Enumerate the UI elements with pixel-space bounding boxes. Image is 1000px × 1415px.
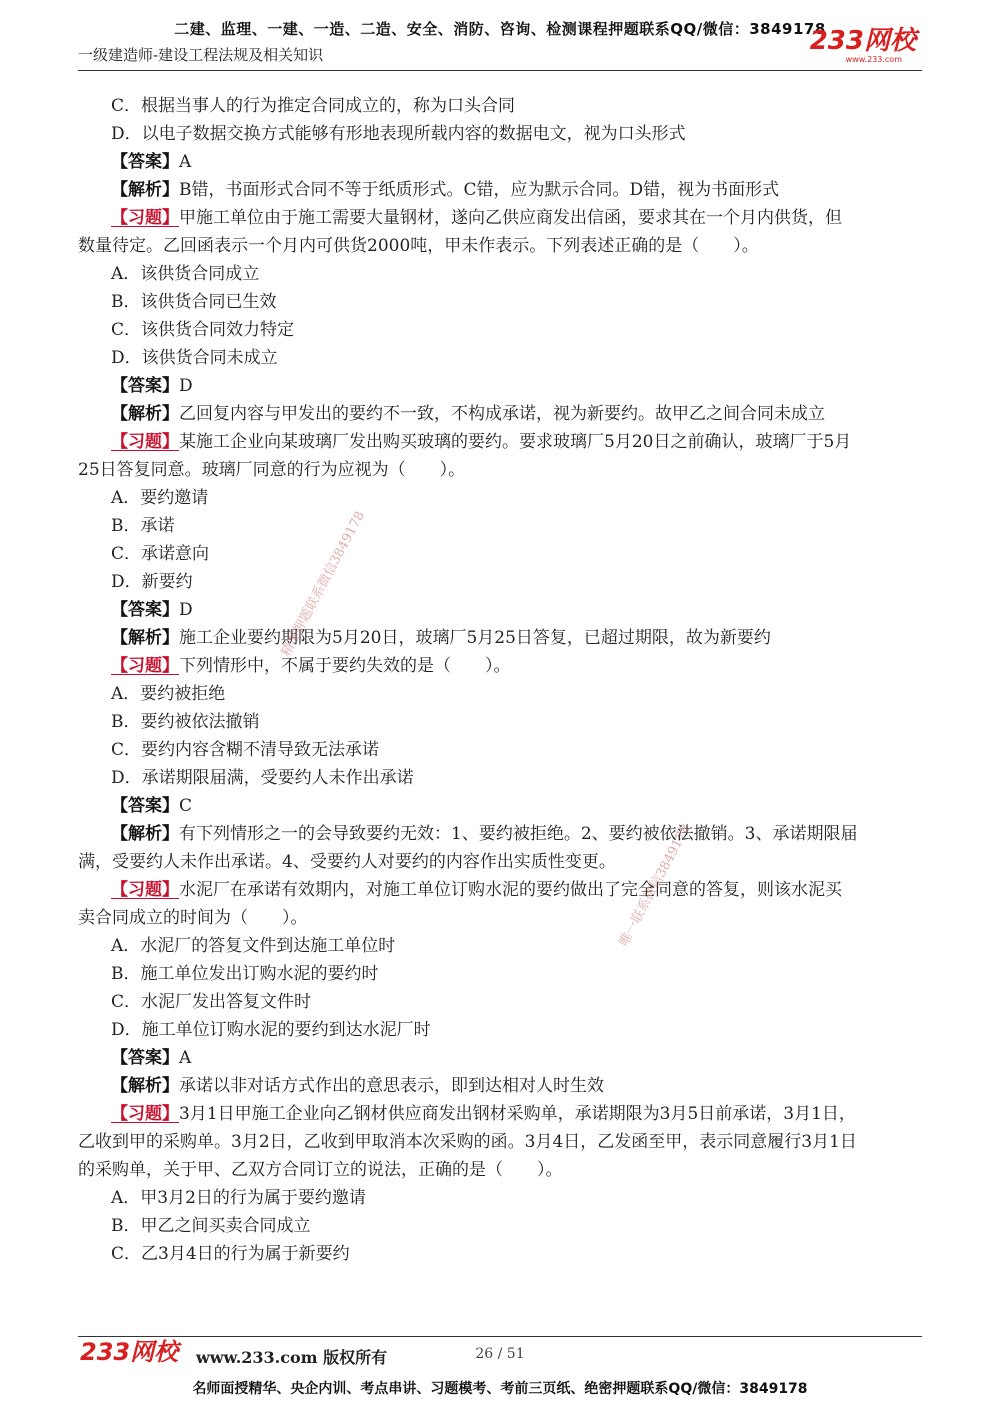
line-text: D．施工单位订购水泥的要约到达水泥厂时 [111, 1020, 431, 1040]
line-text: 25日答复同意。玻璃厂同意的行为应视为（ ）。 [78, 460, 466, 480]
line-text: 水泥厂在承诺有效期内，对施工单位订购水泥的要约做出了完全同意的答复，则该水泥买 [179, 880, 842, 900]
line-text: 满，受要约人未作出承诺。4、受要约人对要约的内容作出实质性变更。 [78, 852, 616, 872]
text-line [78, 540, 922, 568]
line-text: 乙回复内容与甲发出的要约不一致，不构成承诺，视为新要约。故甲乙之间合同未成立 [179, 404, 825, 424]
line-text: C．该供货合同效力特定 [111, 320, 295, 340]
answer-tag: 【解析】 [111, 404, 179, 424]
text-line [78, 652, 922, 680]
question-tag: 【习题】 [111, 656, 179, 676]
line-text: C．水泥厂发出答复文件时 [111, 992, 312, 1012]
line-text: D [179, 600, 193, 620]
footer-copyright: www.233.com 版权所有 [196, 1348, 388, 1367]
text-line [78, 344, 922, 372]
text-line [78, 372, 922, 400]
brand-logo: 233网校 [809, 26, 916, 56]
document-subtitle: 一级建造师-建设工程法规及相关知识 [78, 46, 324, 64]
answer-tag: 【答案】 [111, 152, 179, 172]
line-text: D．承诺期限届满，受要约人未作出承诺 [111, 768, 414, 788]
footer-logo: 233网校 [80, 1338, 179, 1366]
line-text: A [179, 1048, 192, 1068]
page-number: 26 / 51 [475, 1346, 525, 1362]
watermark: 精准押题联系微信3849178 [278, 509, 369, 659]
text-line [78, 92, 922, 120]
text-line [78, 1072, 922, 1100]
line-text: B．承诺 [111, 516, 175, 536]
text-line [78, 568, 922, 596]
line-text: 有下列情形之一的会导致要约无效：1、要约被拒绝。2、要约被依法撤销。3、承诺期限届 [179, 824, 858, 844]
text-line [78, 1128, 922, 1156]
text-line [78, 904, 922, 932]
text-line [78, 484, 922, 512]
text-line [78, 512, 922, 540]
text-line [78, 792, 922, 820]
answer-tag: 【解析】 [111, 1076, 179, 1096]
line-text: D．新要约 [111, 572, 193, 592]
question-tag: 【习题】 [111, 208, 179, 228]
line-text: C．要约内容含糊不清导致无法承诺 [111, 740, 380, 760]
text-line [78, 848, 922, 876]
line-text: A．水泥厂的答复文件到达施工单位时 [111, 936, 396, 956]
text-line [78, 1044, 922, 1072]
text-line [78, 1100, 922, 1128]
text-line [78, 708, 922, 736]
text-line [78, 232, 922, 260]
text-line [78, 1156, 922, 1184]
text-line [78, 680, 922, 708]
line-text: C．承诺意向 [111, 544, 210, 564]
text-line [78, 148, 922, 176]
line-text: B．该供货合同已生效 [111, 292, 277, 312]
line-text: C [179, 796, 193, 816]
text-line [78, 400, 922, 428]
text-line [78, 1212, 922, 1240]
text-line [78, 176, 922, 204]
text-line [78, 624, 922, 652]
line-text: 甲施工单位由于施工需要大量钢材，遂向乙供应商发出信函，要求其在一个月内供货，但 [179, 208, 842, 228]
header-banner: 二建、监理、一建、一造、二造、安全、消防、咨询、检测课程押题联系QQ/微信：3849178 [174, 20, 826, 38]
line-text: 卖合同成立的时间为（ ）。 [78, 908, 308, 928]
line-text: 乙收到甲的采购单。3月2日，乙收到甲取消本次采购的函。3月4日，乙发函至甲，表示同意履行3月1日 [78, 1132, 857, 1152]
question-tag: 【习题】 [111, 1104, 179, 1124]
line-text: 施工企业要约期限为5月20日，玻璃厂5月25日答复，已超过期限，故为新要约 [179, 628, 771, 648]
footer-divider [78, 1336, 922, 1337]
header-divider [78, 70, 922, 71]
line-text: B．甲乙之间买卖合同成立 [111, 1216, 311, 1236]
text-line [78, 932, 922, 960]
answer-tag: 【答案】 [111, 600, 179, 620]
watermark: 唯一联系微信3849178 [616, 821, 694, 949]
text-line [78, 120, 922, 148]
text-line [78, 204, 922, 232]
text-line [78, 456, 922, 484]
line-text: 承诺以非对话方式作出的意思表示，即到达相对人时生效 [179, 1076, 604, 1096]
line-text: B错，书面形式合同不等于纸质形式。C错，应为默示合同。D错，视为书面形式 [179, 180, 780, 200]
brand-logo-url: www.233.com [845, 55, 902, 64]
line-text: A．要约邀请 [111, 488, 209, 508]
question-tag: 【习题】 [111, 880, 179, 900]
line-text: 3月1日甲施工企业向乙钢材供应商发出钢材采购单，承诺期限为3月5日前承诺，3月1日， [179, 1104, 856, 1124]
document-body [78, 92, 922, 1268]
text-line [78, 1240, 922, 1268]
answer-tag: 【答案】 [111, 1048, 179, 1068]
answer-tag: 【解析】 [111, 628, 179, 648]
text-line [78, 820, 922, 848]
text-line [78, 736, 922, 764]
line-text: D．以电子数据交换方式能够有形地表现所载内容的数据电文，视为口头形式 [111, 124, 686, 144]
line-text: 下列情形中，不属于要约失效的是（ ）。 [179, 656, 511, 676]
text-line [78, 596, 922, 624]
question-tag: 【习题】 [111, 432, 179, 452]
text-line [78, 1184, 922, 1212]
text-line [78, 316, 922, 344]
line-text: 的采购单，关于甲、乙双方合同订立的说法，正确的是（ ）。 [78, 1160, 563, 1180]
text-line [78, 428, 922, 456]
line-text: D．该供货合同未成立 [111, 348, 278, 368]
text-line [78, 764, 922, 792]
answer-tag: 【解析】 [111, 180, 179, 200]
line-text: D [179, 376, 193, 396]
text-line [78, 988, 922, 1016]
line-text: A．甲3月2日的行为属于要约邀请 [111, 1188, 366, 1208]
text-line [78, 876, 922, 904]
text-line [78, 960, 922, 988]
line-text: 某施工企业向某玻璃厂发出购买玻璃的要约。要求玻璃厂5月20日之前确认，玻璃厂于5月 [179, 432, 852, 452]
answer-tag: 【答案】 [111, 796, 179, 816]
line-text: B．要约被依法撤销 [111, 712, 260, 732]
line-text: A．要约被拒绝 [111, 684, 226, 704]
line-text: B．施工单位发出订购水泥的要约时 [111, 964, 379, 984]
line-text: C．根据当事人的行为推定合同成立的，称为口头合同 [111, 96, 516, 116]
answer-tag: 【答案】 [111, 376, 179, 396]
text-line [78, 1016, 922, 1044]
text-line [78, 260, 922, 288]
footer-banner: 名师面授精华、央企内训、考点串讲、习题模考、考前三页纸、绝密押题联系QQ/微信：3849178 [192, 1381, 808, 1397]
line-text: A．该供货合同成立 [111, 264, 260, 284]
line-text: A [179, 152, 192, 172]
text-line [78, 288, 922, 316]
answer-tag: 【解析】 [111, 824, 179, 844]
line-text: 数量待定。乙回函表示一个月内可供货2000吨，甲未作表示。下列表述正确的是（ ）。 [78, 236, 759, 256]
line-text: C．乙3月4日的行为属于新要约 [111, 1244, 350, 1264]
